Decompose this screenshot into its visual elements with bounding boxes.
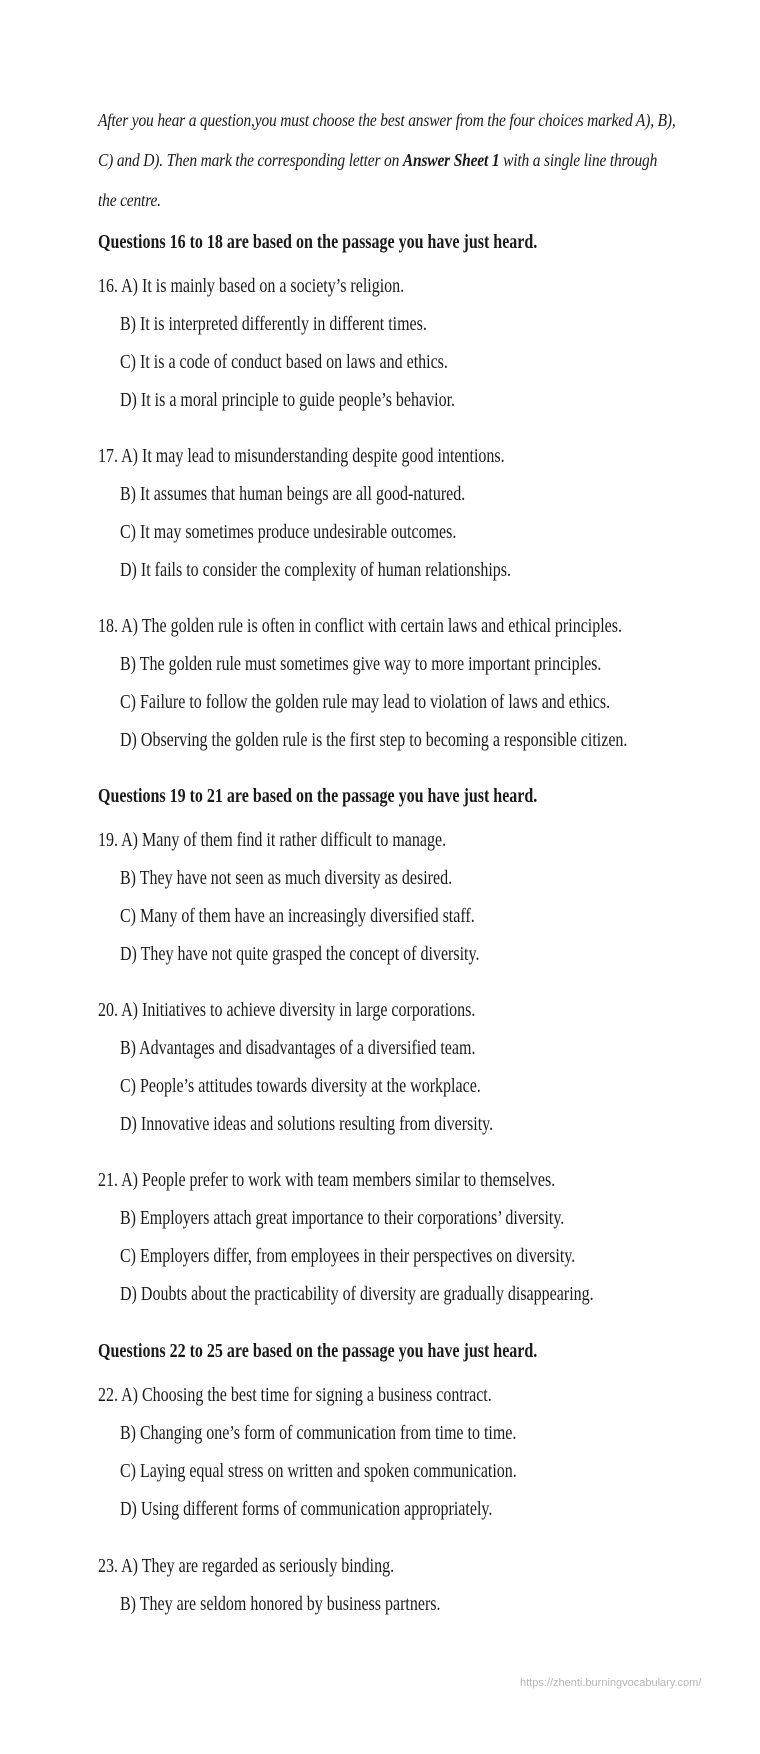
question-16-option-b: B) It is interpreted differently in different times. [120,313,427,335]
question-21-option-a [98,1169,555,1192]
question-number: 16. [98,275,118,297]
question-18-option-b: B) The golden rule must sometimes give way to more important principles. [120,653,602,675]
question-16-option-c: C) It is a code of conduct based on laws and ethics. [120,351,448,373]
question-number: 22. [98,1384,118,1406]
question-number: 20. [98,999,118,1021]
question-21-option-d: D) Doubts about the practicability of diversity are gradually disappearing. [120,1283,594,1305]
question-20-option-b: B) Advantages and disadvantages of a diversified team. [120,1037,476,1059]
instructions-line-1: After you hear a question,you must choose the best answer from the four choices marked A), B), [98,110,676,130]
question-16-option-a [98,275,404,298]
section-heading-22-25: Questions 22 to 25 are based on the passage you have just heard. [98,1340,538,1362]
option-text: A) The golden rule is often in conflict with certain laws and ethical principles. [121,615,623,637]
question-17-option-a [98,445,505,468]
question-19-option-a [98,829,446,852]
question-17-option-c: C) It may sometimes produce undesirable outcomes. [120,521,457,543]
question-22-option-c: C) Laying equal stress on written and spoken communication. [120,1460,517,1482]
question-17-option-d: D) It fails to consider the complexity of human relationships. [120,559,512,581]
question-20-option-c: C) People’s attitudes towards diversity at the workplace. [120,1075,481,1097]
question-19-option-d: D) They have not quite grasped the concept of diversity. [120,943,480,965]
question-22-option-d: D) Using different forms of communication appropriately. [120,1498,493,1520]
instructions-line-3: the centre. [98,190,161,210]
option-text: A) People prefer to work with team members similar to themselves. [121,1169,556,1191]
source-url[interactable]: https://zhenti.burningvocabulary.com/ [520,1677,702,1689]
question-20-option-d: D) Innovative ideas and solutions resulting from diversity. [120,1113,494,1135]
option-text: A) Choosing the best time for signing a business contract. [121,1384,492,1406]
question-number: 23. [98,1555,118,1577]
question-18-option-c: C) Failure to follow the golden rule may lead to violation of laws and ethics. [120,691,611,713]
section-heading-16-18: Questions 16 to 18 are based on the passage you have just heard. [98,231,538,253]
question-20-option-a [98,999,475,1022]
question-number: 18. [98,615,118,637]
question-number: 19. [98,829,118,851]
question-18-option-a [98,615,622,638]
instructions-line-2-end: with a single line through [499,150,658,170]
question-19-option-b: B) They have not seen as much diversity as desired. [120,867,453,889]
question-19-option-c: C) Many of them have an increasingly diversified staff. [120,905,475,927]
option-text: A) Initiatives to achieve diversity in large corporations. [121,999,476,1021]
question-21-option-c: C) Employers differ, from employees in their perspectives on diversity. [120,1245,576,1267]
question-number: 21. [98,1169,118,1191]
question-number: 17. [98,445,118,467]
question-22-option-b: B) Changing one’s form of communication from time to time. [120,1422,517,1444]
question-21-option-b: B) Employers attach great importance to their corporations’ diversity. [120,1207,565,1229]
question-16-option-d: D) It is a moral principle to guide people’s behavior. [120,389,456,411]
option-text: A) They are regarded as seriously binding. [121,1555,395,1577]
option-text: A) It is mainly based on a society’s religion. [121,275,405,297]
question-18-option-d: D) Observing the golden rule is the first step to becoming a responsible citizen. [120,729,628,751]
section-heading-19-21: Questions 19 to 21 are based on the passage you have just heard. [98,785,538,807]
question-17-option-b: B) It assumes that human beings are all good-natured. [120,483,466,505]
option-text: A) Many of them find it rather difficult to manage. [121,829,447,851]
question-22-option-a [98,1384,492,1407]
question-23-option-a [98,1555,394,1578]
answer-sheet-reference: Answer Sheet 1 [402,150,500,170]
option-text: A) It may lead to misunderstanding despite good intentions. [121,445,505,467]
instructions-line-2 [98,150,658,171]
question-23-option-b: B) They are seldom honored by business partners. [120,1593,441,1615]
instructions-line-2-start: C) and D). Then mark the corresponding letter on [98,150,403,170]
